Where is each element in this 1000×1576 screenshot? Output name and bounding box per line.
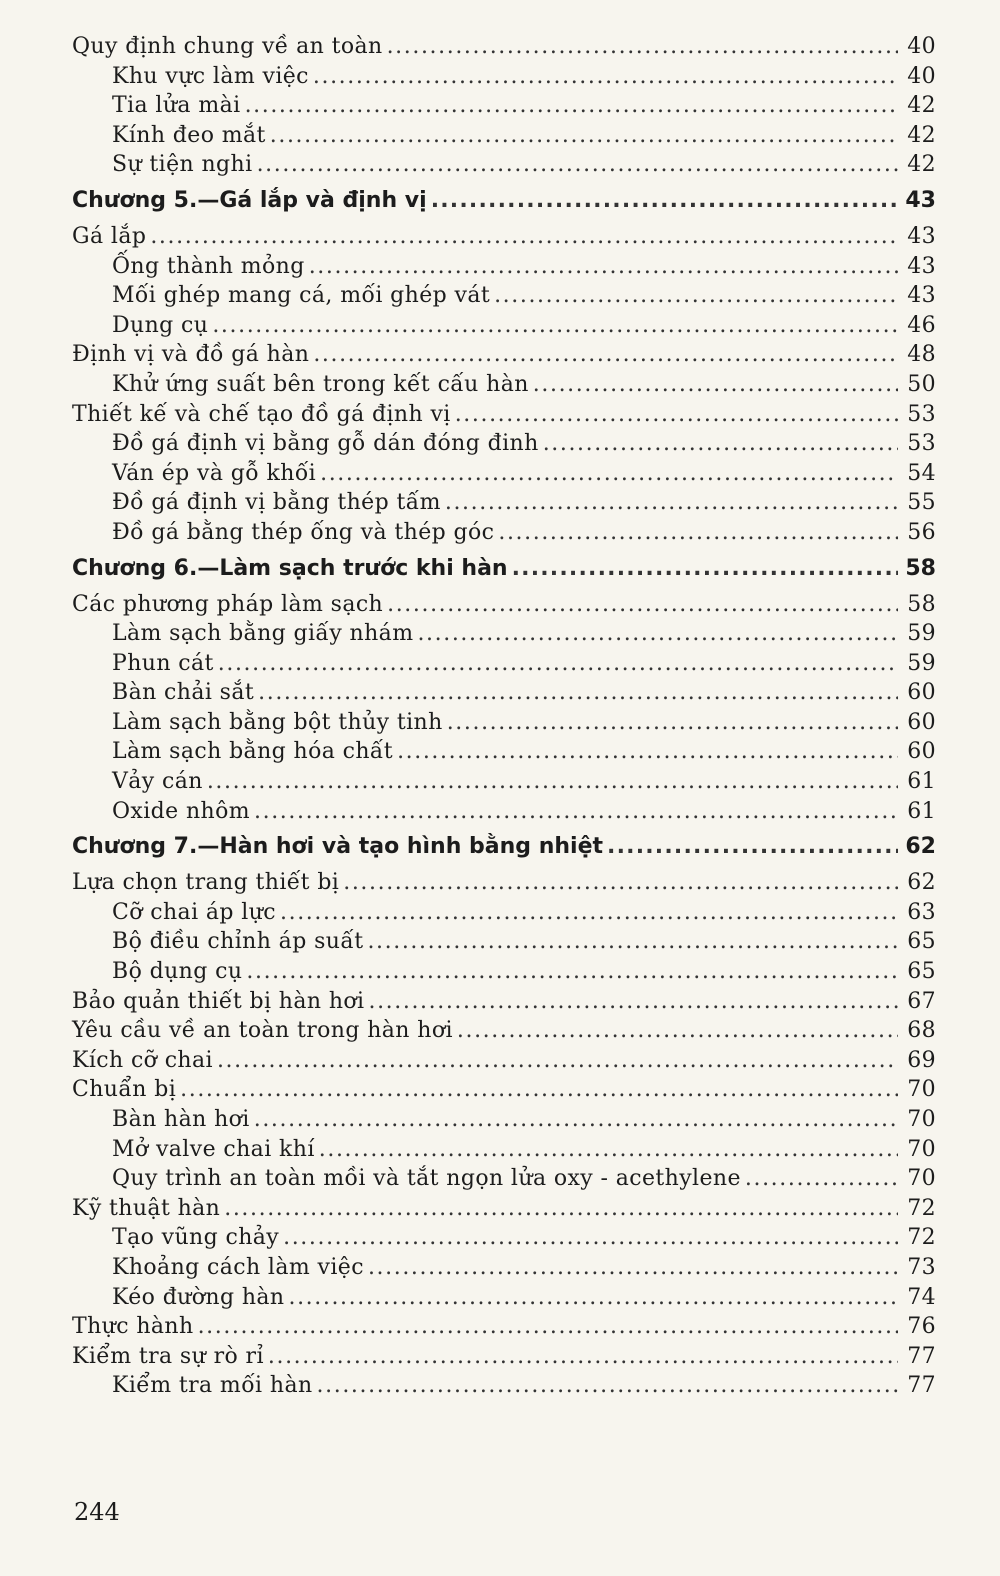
- toc-entry-title: Định vị và đồ gá hàn: [72, 342, 310, 368]
- toc-entry-page: 69: [907, 1047, 936, 1073]
- toc-entry-page: 63: [907, 899, 936, 925]
- dot-leader: [607, 834, 898, 859]
- toc-entry-title: Bàn chải sắt: [112, 680, 255, 706]
- dot-leader: [246, 959, 898, 984]
- dot-leader: [447, 710, 898, 735]
- toc-entry-title: Chuẩn bị: [72, 1077, 177, 1103]
- toc-chapter-heading: [70, 188, 936, 218]
- toc-entry-title: Khoảng cách làm việc: [112, 1254, 364, 1280]
- toc-entry-page: 48: [907, 342, 936, 368]
- dot-leader: [313, 342, 898, 367]
- toc-entry-title: Quy định chung về an toàn: [72, 34, 383, 59]
- toc-subsection: [70, 739, 936, 769]
- toc-entry-title: Vảy cán: [112, 769, 203, 795]
- toc-subsection: [70, 621, 936, 651]
- toc-entry-title: Gá lắp: [72, 223, 147, 249]
- toc-entry-page: 53: [907, 401, 936, 427]
- toc-entry-page: 56: [907, 519, 936, 545]
- toc-entry-page: 60: [907, 739, 936, 765]
- toc-entry-page: 70: [907, 1107, 936, 1132]
- toc-entry-page: 61: [907, 798, 936, 824]
- dot-leader: [198, 1314, 898, 1339]
- toc-entry-page: 62: [907, 870, 936, 896]
- toc-entry-page: 73: [907, 1254, 936, 1280]
- toc-entry-page: 65: [907, 929, 936, 955]
- toc-entry-title: Bộ điều chỉnh áp suất: [112, 929, 364, 955]
- toc-entry-page: 68: [907, 1018, 936, 1044]
- toc-subsection: [70, 1137, 936, 1167]
- toc-entry-page: 55: [907, 490, 936, 516]
- dot-leader: [224, 1196, 898, 1221]
- toc-chapter-heading: [70, 556, 936, 586]
- dot-leader: [218, 651, 898, 676]
- toc-entry-page: 43: [907, 253, 936, 279]
- toc-subsection: [70, 520, 936, 550]
- toc-section: [70, 342, 936, 372]
- toc-subsection: [70, 1255, 936, 1285]
- toc-entry-page: 42: [907, 152, 936, 178]
- toc-entry-title: Đồ gá bằng thép ống và thép góc: [112, 519, 495, 545]
- toc-entry-page: 59: [907, 621, 936, 647]
- toc-entry-title: Thiết kế và chế tạo đồ gá định vị: [72, 401, 451, 427]
- toc-entry-title: Làm sạch bằng bột thủy tinh: [112, 709, 443, 735]
- page-number: 244: [74, 1498, 120, 1526]
- toc-entry-title: Kiểm tra sự rò rỉ: [72, 1343, 264, 1369]
- toc-entry-title: Bàn hàn hơi: [112, 1107, 250, 1132]
- dot-leader: [254, 1107, 898, 1132]
- dot-leader: [320, 461, 898, 486]
- toc-section: [70, 592, 936, 622]
- toc-subsection: [70, 461, 936, 491]
- dot-leader: [343, 870, 898, 895]
- toc-entry-page: 62: [905, 834, 936, 860]
- dot-leader: [494, 283, 898, 308]
- toc-entry-page: 77: [907, 1373, 936, 1399]
- toc-subsection: [70, 123, 936, 153]
- toc-subsection: [70, 799, 936, 829]
- toc-section: [70, 34, 936, 64]
- toc-entry-title: Đồ gá định vị bằng gỗ dán đóng đinh: [112, 431, 539, 457]
- toc-entry-page: 77: [907, 1343, 936, 1369]
- dot-leader: [368, 1255, 898, 1280]
- toc-entry-title: Kiểm tra mối hàn: [112, 1373, 313, 1399]
- toc-entry-page: 40: [907, 34, 936, 59]
- toc-entry-page: 61: [907, 769, 936, 795]
- dot-leader: [317, 1373, 898, 1398]
- dot-leader: [245, 93, 898, 118]
- toc-entry-page: 70: [907, 1077, 936, 1103]
- toc-entry-title: Làm sạch bằng giấy nhám: [112, 621, 414, 647]
- dot-leader: [280, 900, 898, 925]
- toc-entry-page: 42: [907, 122, 936, 148]
- dot-leader: [431, 188, 898, 213]
- toc-entry-title: Thực hành: [72, 1314, 194, 1340]
- toc-entry-page: 43: [907, 223, 936, 249]
- dot-leader: [455, 402, 898, 427]
- toc-section: [70, 870, 936, 900]
- toc-entry-page: 40: [907, 63, 936, 89]
- toc-section: [70, 1314, 936, 1344]
- toc-entry-title: Oxide nhôm: [112, 798, 251, 824]
- toc-section: [70, 1077, 936, 1107]
- toc-subsection: [70, 929, 936, 959]
- dot-leader: [309, 254, 898, 279]
- toc-entry-page: 43: [905, 187, 936, 213]
- toc-entry-title: Dụng cụ: [112, 312, 209, 338]
- dot-leader: [289, 1285, 899, 1310]
- dot-leader: [258, 680, 898, 705]
- toc-subsection: [70, 1166, 936, 1196]
- toc-entry-title: Ống thành mỏng: [112, 253, 305, 279]
- toc-entry-title: Lựa chọn trang thiết bị: [72, 870, 340, 896]
- dot-leader: [180, 1077, 898, 1102]
- toc-subsection: [70, 680, 936, 710]
- toc-entry-title: Cỡ chai áp lực: [112, 899, 277, 925]
- toc-entry-page: 67: [907, 988, 936, 1014]
- toc-entry-page: 46: [907, 312, 936, 338]
- toc-entry-page: 60: [907, 709, 936, 735]
- toc-section: [70, 1048, 936, 1078]
- toc-subsection: [70, 651, 936, 681]
- dot-leader: [319, 1137, 898, 1162]
- toc-entry-title: Yêu cầu về an toàn trong hàn hơi: [72, 1018, 453, 1044]
- toc-subsection: [70, 1225, 936, 1255]
- toc-entry-page: 74: [907, 1284, 936, 1310]
- toc-subsection: [70, 64, 936, 94]
- toc-subsection: [70, 283, 936, 313]
- toc-entry-title: Mối ghép mang cá, mối ghép vát: [112, 283, 491, 309]
- toc-section: [70, 989, 936, 1019]
- toc-section: [70, 1344, 936, 1374]
- toc-entry-title: Chương 5.—Gá lắp và định vị: [72, 187, 427, 213]
- toc-chapter-heading: [70, 834, 936, 864]
- toc-entry-page: 53: [907, 431, 936, 457]
- toc-entry-title: Phun cát: [112, 650, 214, 676]
- toc-entry-page: 58: [907, 591, 936, 617]
- toc-subsection: [70, 710, 936, 740]
- toc-entry-page: 72: [907, 1195, 936, 1221]
- toc-entry-title: Bảo quản thiết bị hàn hơi: [72, 988, 365, 1014]
- toc-entry-title: Đồ gá định vị bằng thép tấm: [112, 490, 441, 516]
- dot-leader: [268, 1344, 898, 1369]
- toc-entry-page: 72: [907, 1225, 936, 1251]
- dot-leader: [270, 123, 898, 148]
- toc-entry-title: Chương 6.—Làm sạch trước khi hàn: [72, 555, 508, 581]
- dot-leader: [417, 621, 898, 646]
- toc-subsection: [70, 959, 936, 989]
- dot-leader: [283, 1225, 898, 1250]
- dot-leader: [457, 1018, 898, 1043]
- toc-entry-title: Các phương pháp làm sạch: [72, 591, 384, 617]
- toc-entry-page: 59: [907, 650, 936, 676]
- table-of-contents: [70, 34, 936, 1403]
- dot-leader: [387, 34, 898, 59]
- toc-entry-page: 43: [907, 283, 936, 309]
- toc-subsection: [70, 254, 936, 284]
- toc-entry-title: Bộ dụng cụ: [112, 959, 243, 985]
- toc-entry-page: 50: [907, 371, 936, 397]
- dot-leader: [212, 313, 898, 338]
- dot-leader: [150, 224, 898, 249]
- toc-subsection: [70, 152, 936, 182]
- toc-entry-title: Kỹ thuật hàn: [72, 1195, 221, 1221]
- toc-entry-page: 60: [907, 680, 936, 706]
- toc-subsection: [70, 431, 936, 461]
- toc-entry-title: Kéo đường hàn: [112, 1284, 285, 1310]
- dot-leader: [445, 490, 898, 515]
- dot-leader: [397, 739, 898, 764]
- toc-section: [70, 1196, 936, 1226]
- dot-leader: [217, 1048, 898, 1073]
- toc-subsection: [70, 900, 936, 930]
- toc-entry-title: Khử ứng suất bên trong kết cấu hàn: [112, 371, 529, 397]
- dot-leader: [387, 592, 898, 617]
- toc-entry-title: Tạo vũng chảy: [112, 1225, 280, 1251]
- dot-leader: [745, 1166, 898, 1191]
- toc-entry-title: Chương 7.—Hàn hơi và tạo hình bằng nhiệt: [72, 834, 604, 860]
- dot-leader: [512, 556, 898, 581]
- dot-leader: [207, 769, 898, 794]
- toc-entry-title: Mở valve chai khí: [112, 1136, 315, 1162]
- dot-leader: [254, 799, 898, 824]
- toc-section: [70, 402, 936, 432]
- dot-leader: [368, 989, 898, 1014]
- toc-entry-page: 58: [905, 555, 936, 581]
- toc-subsection: [70, 769, 936, 799]
- toc-section: [70, 1018, 936, 1048]
- toc-subsection: [70, 1285, 936, 1315]
- toc-entry-title: Kính đeo mắt: [112, 122, 266, 148]
- toc-entry-title: Quy trình an toàn mồi và tắt ngọn lửa oxy - acethylene: [112, 1166, 741, 1192]
- toc-subsection: [70, 490, 936, 520]
- dot-leader: [533, 372, 898, 397]
- toc-entry-page: 70: [907, 1136, 936, 1162]
- dot-leader: [367, 929, 898, 954]
- dot-leader: [257, 152, 898, 177]
- toc-entry-page: 70: [907, 1166, 936, 1192]
- toc-entry-page: 42: [907, 93, 936, 119]
- toc-subsection: [70, 1373, 936, 1403]
- dot-leader: [313, 64, 898, 89]
- dot-leader: [498, 520, 898, 545]
- toc-entry-page: 76: [907, 1314, 936, 1340]
- toc-section: [70, 224, 936, 254]
- toc-subsection: [70, 93, 936, 123]
- toc-entry-title: Làm sạch bằng hóa chất: [112, 739, 394, 765]
- toc-entry-page: 65: [907, 959, 936, 985]
- toc-entry-title: Ván ép và gỗ khối: [112, 460, 317, 486]
- dot-leader: [543, 431, 898, 456]
- toc-entry-title: Kích cỡ chai: [72, 1047, 213, 1073]
- toc-entry-title: Khu vực làm việc: [112, 63, 309, 89]
- toc-subsection: [70, 313, 936, 343]
- toc-entry-page: 54: [907, 460, 936, 486]
- toc-entry-title: Sự tiện nghi: [112, 152, 253, 178]
- toc-subsection: [70, 1107, 936, 1137]
- toc-entry-title: Tia lửa mài: [112, 93, 241, 119]
- toc-subsection: [70, 372, 936, 402]
